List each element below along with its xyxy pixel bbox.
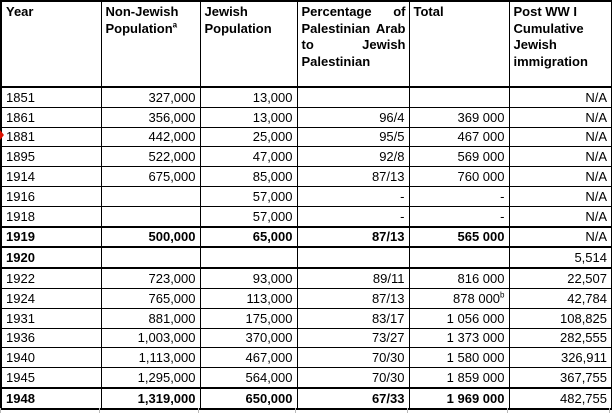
cell-non_jewish: 522,000	[101, 147, 200, 167]
cell-jewish: 650,000	[200, 388, 297, 409]
cell-non_jewish: 356,000	[101, 107, 200, 127]
cell-non_jewish: 675,000	[101, 167, 200, 187]
cell-non_jewish: 765,000	[101, 288, 200, 308]
cell-non_jewish: 1,295,000	[101, 368, 200, 388]
cell-year: 1916	[1, 186, 101, 206]
cell-total: 1 969 000	[409, 388, 509, 409]
cell-non_jewish: 500,000	[101, 227, 200, 248]
cell-immigration: N/A	[509, 167, 612, 187]
cell-year: 1881	[1, 127, 101, 147]
table-row	[1, 227, 612, 248]
cell-immigration: 482,755	[509, 388, 612, 409]
cell-year: 1920	[1, 247, 101, 268]
footnote-marker-a: a	[172, 20, 178, 30]
table-row	[1, 127, 612, 147]
table-row	[1, 328, 612, 348]
cell-percentage: -	[297, 186, 409, 206]
table-row	[1, 268, 612, 288]
cell-immigration: 282,555	[509, 328, 612, 348]
cell-year: 1914	[1, 167, 101, 187]
revision-mark-icon	[0, 130, 4, 140]
cell-non_jewish	[101, 247, 200, 268]
cell-year: 1931	[1, 308, 101, 328]
cell-immigration: 5,514	[509, 247, 612, 268]
cell-year: 1936	[1, 328, 101, 348]
table-row	[1, 308, 612, 328]
cell-percentage: -	[297, 206, 409, 226]
cell-year: 1861	[1, 107, 101, 127]
column-header-immigration	[509, 1, 612, 87]
table-row	[1, 288, 612, 308]
cell-year: 1945	[1, 368, 101, 388]
column-header-label: Year	[6, 4, 34, 19]
cell-non_jewish: 1,319,000	[101, 388, 200, 409]
cell-jewish: 85,000	[200, 167, 297, 187]
cell-jewish: 175,000	[200, 308, 297, 328]
cell-jewish: 13,000	[200, 107, 297, 127]
cell-percentage	[297, 247, 409, 268]
cell-percentage: 96/4	[297, 107, 409, 127]
cell-percentage	[297, 87, 409, 107]
cell-total: 369 000	[409, 107, 509, 127]
column-header-label: Non-Jewish Population	[105, 4, 179, 36]
table-row	[1, 87, 612, 107]
column-header-non-jewish-population	[101, 1, 200, 87]
column-header-label: Percentage of Palestinian Arab to Jewish Palestinian	[301, 4, 406, 69]
cell-jewish: 65,000	[200, 227, 297, 248]
cell-percentage: 70/30	[297, 348, 409, 368]
cell-jewish: 113,000	[200, 288, 297, 308]
cell-total: -	[409, 206, 509, 226]
cell-percentage: 70/30	[297, 368, 409, 388]
cell-immigration: 326,911	[509, 348, 612, 368]
column-header-label: Total	[413, 4, 444, 19]
cell-percentage: 89/11	[297, 268, 409, 288]
cell-non_jewish: 723,000	[101, 268, 200, 288]
cell-immigration: N/A	[509, 227, 612, 248]
cell-non_jewish: 327,000	[101, 87, 200, 107]
cell-immigration: 108,825	[509, 308, 612, 328]
cell-percentage: 95/5	[297, 127, 409, 147]
cell-percentage: 87/13	[297, 227, 409, 248]
cell-immigration: 367,755	[509, 368, 612, 388]
cell-total: 565 000	[409, 227, 509, 248]
cell-immigration: N/A	[509, 186, 612, 206]
column-header-total	[409, 1, 509, 87]
table-edge-stubs	[0, 408, 612, 413]
cell-jewish: 467,000	[200, 348, 297, 368]
cell-non_jewish	[101, 186, 200, 206]
cell-year: 1851	[1, 87, 101, 107]
cell-jewish: 564,000	[200, 368, 297, 388]
cell-year: 1895	[1, 147, 101, 167]
cell-total: -	[409, 186, 509, 206]
cell-percentage: 67/33	[297, 388, 409, 409]
cell-percentage: 87/13	[297, 288, 409, 308]
cell-total	[409, 247, 509, 268]
cell-jewish: 25,000	[200, 127, 297, 147]
cell-total: 1 859 000	[409, 368, 509, 388]
cell-immigration: N/A	[509, 147, 612, 167]
column-header-jewish-population	[200, 1, 297, 87]
header-row	[1, 1, 612, 87]
footnote-marker-b: b	[500, 290, 505, 300]
column-header-label: Jewish Population	[204, 4, 272, 36]
cell-total: 467 000	[409, 127, 509, 147]
cell-immigration: 42,784	[509, 288, 612, 308]
cell-total	[409, 87, 509, 107]
cell-jewish: 13,000	[200, 87, 297, 107]
table-row	[1, 147, 612, 167]
table-row	[1, 247, 612, 268]
cell-jewish	[200, 247, 297, 268]
cell-immigration: N/A	[509, 206, 612, 226]
cell-immigration: 22,507	[509, 268, 612, 288]
table-row	[1, 348, 612, 368]
cell-non_jewish	[101, 206, 200, 226]
cell-year: 1924	[1, 288, 101, 308]
column-header-percentage	[297, 1, 409, 87]
cell-total: 1 580 000	[409, 348, 509, 368]
cell-year: 1919	[1, 227, 101, 248]
cell-total: 1 373 000	[409, 328, 509, 348]
cell-non_jewish: 881,000	[101, 308, 200, 328]
cell-percentage: 87/13	[297, 167, 409, 187]
cell-percentage: 92/8	[297, 147, 409, 167]
cell-year: 1918	[1, 206, 101, 226]
table-row	[1, 186, 612, 206]
table-row	[1, 206, 612, 226]
table-row	[1, 388, 612, 409]
cell-percentage: 73/27	[297, 328, 409, 348]
column-header-label: Post WW I Cumulative Jewish immigration	[513, 4, 588, 69]
cell-non_jewish: 442,000	[101, 127, 200, 147]
cell-percentage: 83/17	[297, 308, 409, 328]
cell-immigration: N/A	[509, 127, 612, 147]
cell-immigration: N/A	[509, 107, 612, 127]
cell-year: 1940	[1, 348, 101, 368]
cell-jewish: 47,000	[200, 147, 297, 167]
cell-jewish: 93,000	[200, 268, 297, 288]
cell-total: 816 000	[409, 268, 509, 288]
cell-jewish: 57,000	[200, 186, 297, 206]
cell-total: 760 000	[409, 167, 509, 187]
column-header-year	[1, 1, 101, 87]
cell-total: 878 000$^b$	[409, 288, 509, 308]
table-body	[1, 87, 612, 409]
table-row	[1, 167, 612, 187]
cell-year: 1922	[1, 268, 101, 288]
cell-immigration: N/A	[509, 87, 612, 107]
table-row	[1, 368, 612, 388]
cell-jewish: 370,000	[200, 328, 297, 348]
cell-non_jewish: 1,113,000	[101, 348, 200, 368]
table-row	[1, 107, 612, 127]
cell-total: 569 000	[409, 147, 509, 167]
cell-non_jewish: 1,003,000	[101, 328, 200, 348]
cell-jewish: 57,000	[200, 206, 297, 226]
cell-year: 1948	[1, 388, 101, 409]
cell-total: 1 056 000	[409, 308, 509, 328]
